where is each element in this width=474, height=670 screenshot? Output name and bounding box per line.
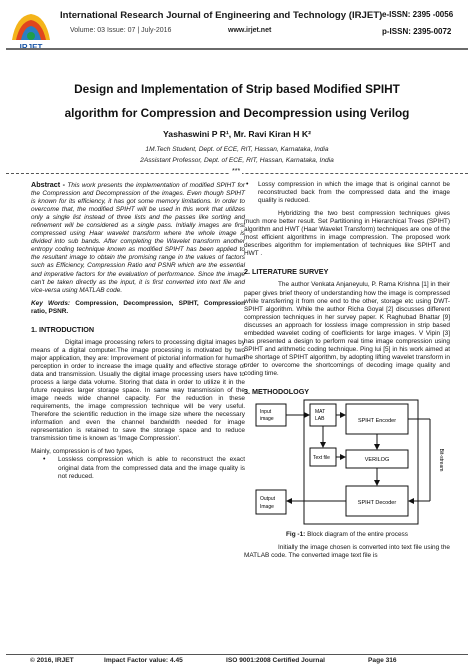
output-image-label-2: Image	[260, 504, 274, 511]
verilog-label: VERILOG	[364, 457, 390, 464]
issn-electronic: e-ISSN: 2395 -0056	[382, 10, 454, 19]
figure-caption-label: Fig -1:	[285, 531, 306, 539]
affiliation-2: 2Assistant Professor, Dept. of ECE, RIT, Hassan, Karnataka, India	[140, 157, 334, 164]
paper-authors: Yashaswini P R¹, Mr. Ravi Kiran H K²	[163, 129, 311, 139]
keywords-text: Compression, Decompression, SPIHT, Compression ratio, PSNR.	[31, 299, 246, 315]
literature-survey-paragraph: The author Venkata Anjaneyulu, P. Rama Krishna [1] in their paper gives brief theory of understanding how the image is compressed while transferring it from one end to the other, storage etc using DWT-SPIHT algorithm. While the author Richa Goyal [2] discusses different compression techniques in her survey paper. K Raghubad Bhattar [9] discusses an approach for lossless image compression in strip based embedded wavelet coding of coefficients for large images. V Vipin [3] has presented a design to perform real time image compression using SPIHT and arithmetic coding technique. Ping lui [5] in his work aimed at the shortage of SPIHT algorithm, by adopting lifting wavelet transform in order to overcome the shortcomings of decoding image quality and coding time.	[244, 281, 450, 377]
divider-mark: ***	[232, 168, 241, 175]
block-diagram	[244, 398, 450, 528]
abstract	[31, 181, 245, 295]
journal-logo	[6, 6, 56, 52]
left-column	[31, 181, 245, 481]
spiht-encoder-label: SPIHT Encoder	[357, 418, 397, 425]
section-heading-literature-survey: 2. LITERATURE SURVEY	[244, 267, 329, 277]
bitstream-label: Bit-stream	[438, 448, 444, 472]
page-footer	[0, 655, 474, 669]
affiliation-1: 1M.Tech Student, Dept. of ECE, RIT, Hassan, Karnataka, India	[145, 146, 329, 153]
matlab-label-1: MAT	[315, 409, 326, 416]
text-file-label: Text file	[313, 455, 330, 462]
paper-title-line-2: algorithm for Compression and Decompression using Verilog	[64, 106, 410, 120]
abstract-label: Abstract -	[31, 180, 66, 189]
journal-title: International Research Journal of Engineering and Technology (IRJET)	[60, 10, 383, 21]
input-image-box	[256, 404, 286, 426]
compression-types-lead: Mainly, compression is of two types,	[31, 448, 134, 456]
output-image-label-1: Output	[260, 496, 276, 503]
keywords	[31, 300, 245, 316]
keywords-label: Key Words:	[31, 299, 71, 307]
issn-print: p-ISSN: 2395-0072	[382, 27, 452, 36]
section-heading-methodology: 3. METHODOLOGY	[244, 387, 310, 397]
input-image-label-2: image	[260, 416, 274, 423]
methodology-paragraph: Initially the image chosen is converted into text file using the MATLAB code. The converted image text file is	[244, 544, 450, 560]
footer-page-number: Page 316	[368, 657, 397, 664]
figure-caption-text: Block diagram of the entire process	[307, 531, 408, 539]
input-image-label-1: Input	[260, 409, 272, 416]
right-column	[244, 181, 450, 560]
abstract-text: This work presents the implementation of modified SPIHT for the Compression and Decompression of the images. Even though SPIHT is known for its efficiency, it has got some memory limitations. In order to overcome that, the modified SPIHT will be used in this work that utilizes only a single list instead of three lists and the passes like sorting and refinement will be considered as a single pass. Initially images are first compressed using Haar wavelet transform where the whole image is divided into sub bands. After completing the Wavelet transform another entropy coding technique known as modified SPIHT has been applied to the resultant image to obtain the promising range in the values of factors such as Efficiency, Compression Ratio and PSNR which are the essential and imperative factors for the evaluation of performance. Since the image can't be taken directly as the input, it is first converted into text file and vice-versa using MATLAB code.	[31, 182, 245, 294]
hybrid-paragraph: Hybridizing the two best compression techniques gives much more better result. Set Partitioning in Hierarchical Trees (SPIHT) algorithm and HWT (Haar Wavelet Transform) techniques are one of the most efficient algorithms in image compression. The proposed work describes algorithm for implementation of techniques like SPIHT and HWT .	[244, 210, 450, 258]
footer-iso: ISO 9001:2008 Certified Journal	[226, 657, 325, 664]
bullet-lossy: • Lossy compression in which the image that is original cannot be reconstructed back from the compressed data and the image quality is reduced.	[244, 181, 450, 205]
figure-caption	[244, 531, 450, 539]
footer-impact-factor: Impact Factor value: 4.45	[104, 657, 183, 664]
section-heading-introduction: 1. INTRODUCTION	[31, 324, 95, 334]
matlab-label-2: LAB	[315, 416, 325, 423]
paper-title-line-1: Design and Implementation of Strip based Modified SPIHT	[74, 82, 400, 96]
journal-website-link[interactable]: www.irjet.net	[228, 27, 272, 34]
intro-paragraph: Digital image processing refers to processing digital images by means of a digital computer.The image processing is motivated by two major application, they are: Improvement of pictorial information for human perception in order to increase the image quality and effective storage of data and transmission. Usually the digital image processing users have to process a large data volume. Storing that data in order to utilize it in the future requires larger storage space. In same way transmission of the image needs wide channel capacity. For the reduction in these requirements, the image compression technique will be very useful. Therefore the scientific reduction in the image size where the necessary information and even the channel bandwidth needed for image representation is retained to save the storage space and to reduce transmission time is known as ‘Image Compression’.	[31, 338, 245, 443]
matlab-box	[310, 404, 336, 426]
header-rule	[6, 48, 468, 50]
spiht-decoder-label: SPIHT Decoder	[357, 500, 397, 507]
volume-issue: Volume: 03 Issue: 07 | July-2016	[70, 27, 172, 34]
footer-copyright: © 2016, IRJET	[30, 657, 74, 664]
output-image-box	[256, 490, 286, 514]
bullet-lossless: • Lossless compression which is able to reconstruct the exact original data from the compressed data and the image quality is not reduced.	[31, 456, 245, 480]
